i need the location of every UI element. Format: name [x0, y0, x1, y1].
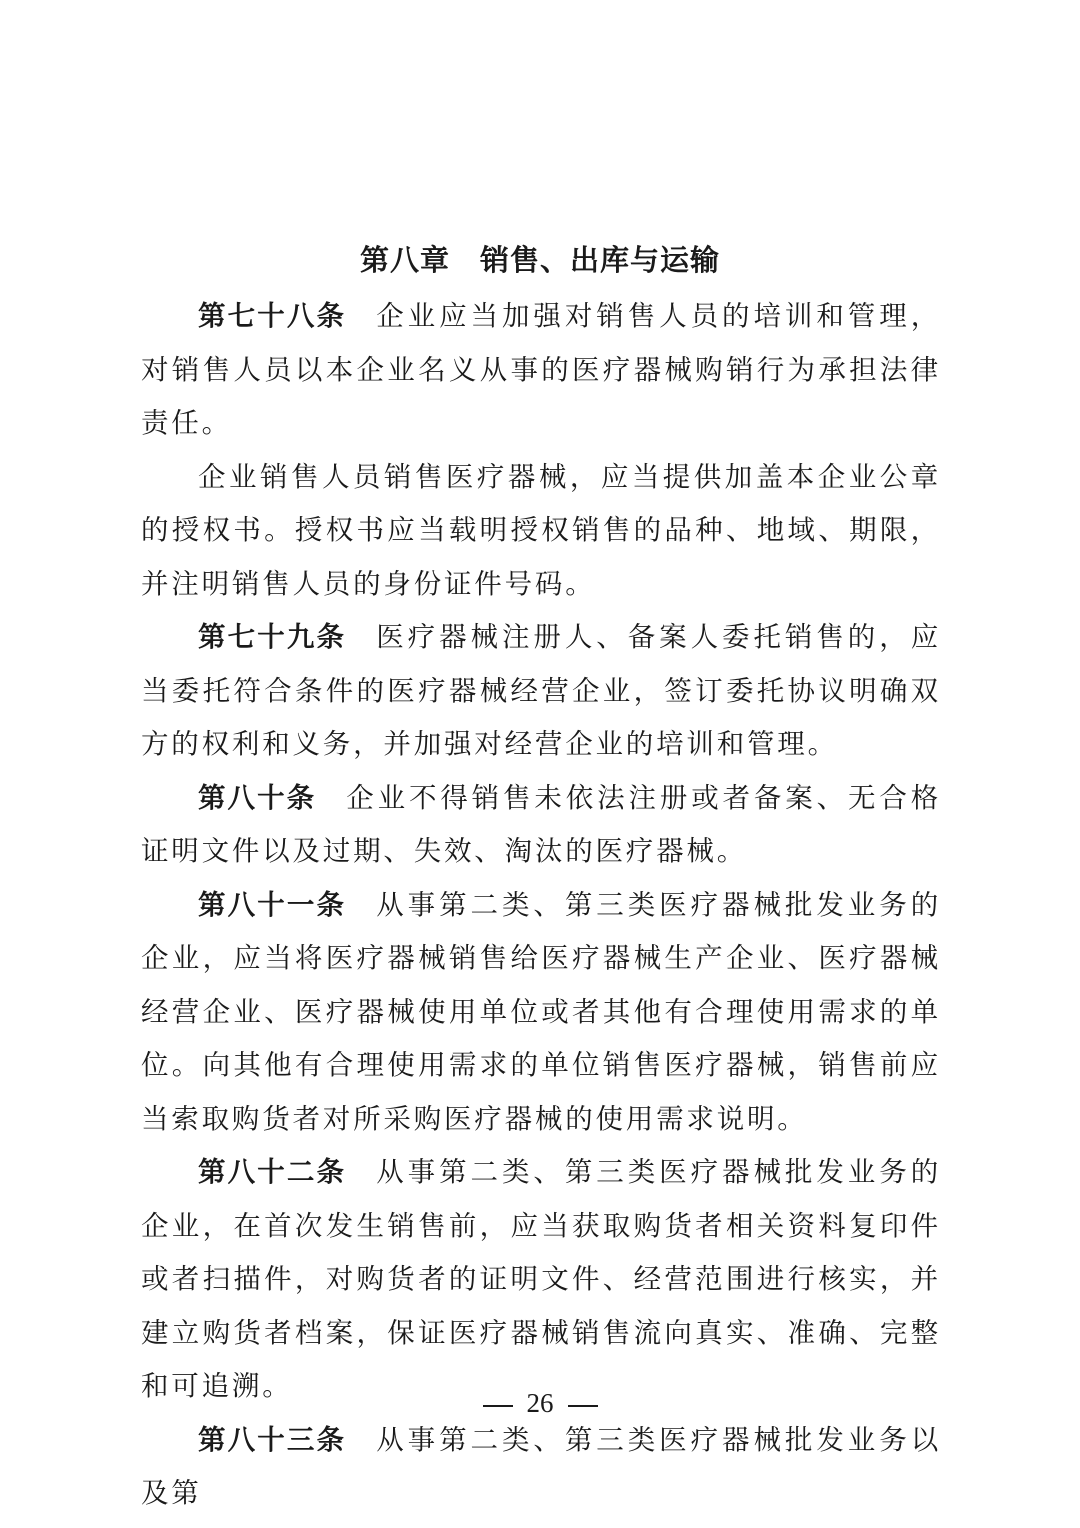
article-83-paragraph	[141, 1414, 941, 1521]
article-text: 从事第二类、第三类医疗器械批发业务的企业，在首次发生销售前，应当获取购货者相关资料复印件或者扫描件，对购货者的证明文件、经营范围进行核实，并建立购货者档案，保证医疗器械销售流向真实、准确、完整和可追溯。	[141, 1156, 941, 1402]
article-78-paragraph	[141, 290, 941, 451]
article-80-paragraph	[141, 772, 941, 879]
page-number-value: 26	[526, 1388, 554, 1418]
article-number: 第八十一条	[198, 888, 347, 921]
dash-left	[483, 1405, 513, 1407]
article-text: 企业不得销售未依法注册或者备案、无合格证明文件以及过期、失效、淘汰的医疗器械。	[141, 781, 942, 867]
article-number: 第七十九条	[198, 621, 347, 653]
article-text: 从事第二类、第三类医疗器械批发业务以及第	[141, 1423, 941, 1509]
article-81-paragraph	[141, 879, 941, 1147]
article-78-paragraph-2	[141, 451, 941, 612]
article-82-paragraph	[141, 1146, 941, 1414]
dash-right	[568, 1405, 598, 1407]
chapter-title: 销售、出库与运输	[480, 243, 721, 277]
article-number: 第八十二条	[198, 1156, 347, 1188]
page-number	[0, 1385, 1080, 1421]
body-text	[141, 290, 941, 1521]
chapter-number: 第八章	[359, 243, 450, 277]
article-text: 从事第二类、第三类医疗器械批发业务的企业，应当将医疗器械销售给医疗器械生产企业、医疗器械经营企业、医疗器械使用单位或者其他有合理使用需求的单位。向其他有合理使用需求的单位销售医疗器械，销售前应当索取购货者对所采购医疗器械的使用需求说明。	[141, 888, 941, 1135]
article-number: 第八十三条	[198, 1423, 347, 1456]
chapter-heading	[0, 236, 1080, 284]
article-number: 第七十八条	[198, 300, 347, 332]
article-number: 第八十条	[198, 781, 317, 814]
article-text: 医疗器械注册人、备案人委托销售的，应当委托符合条件的医疗器械经营企业，签订委托协议明确双方的权利和义务，并加强对经营企业的培训和管理。	[141, 621, 941, 760]
article-79-paragraph	[141, 611, 941, 772]
article-text: 企业销售人员销售医疗器械，应当提供加盖本企业公章的授权书。授权书应当载明授权销售的品种、地域、期限，并注明销售人员的身份证件号码。	[141, 460, 941, 600]
article-text: 企业应当加强对销售人员的培训和管理，对销售人员以本企业名义从事的医疗器械购销行为承担法律责任。	[141, 300, 941, 439]
